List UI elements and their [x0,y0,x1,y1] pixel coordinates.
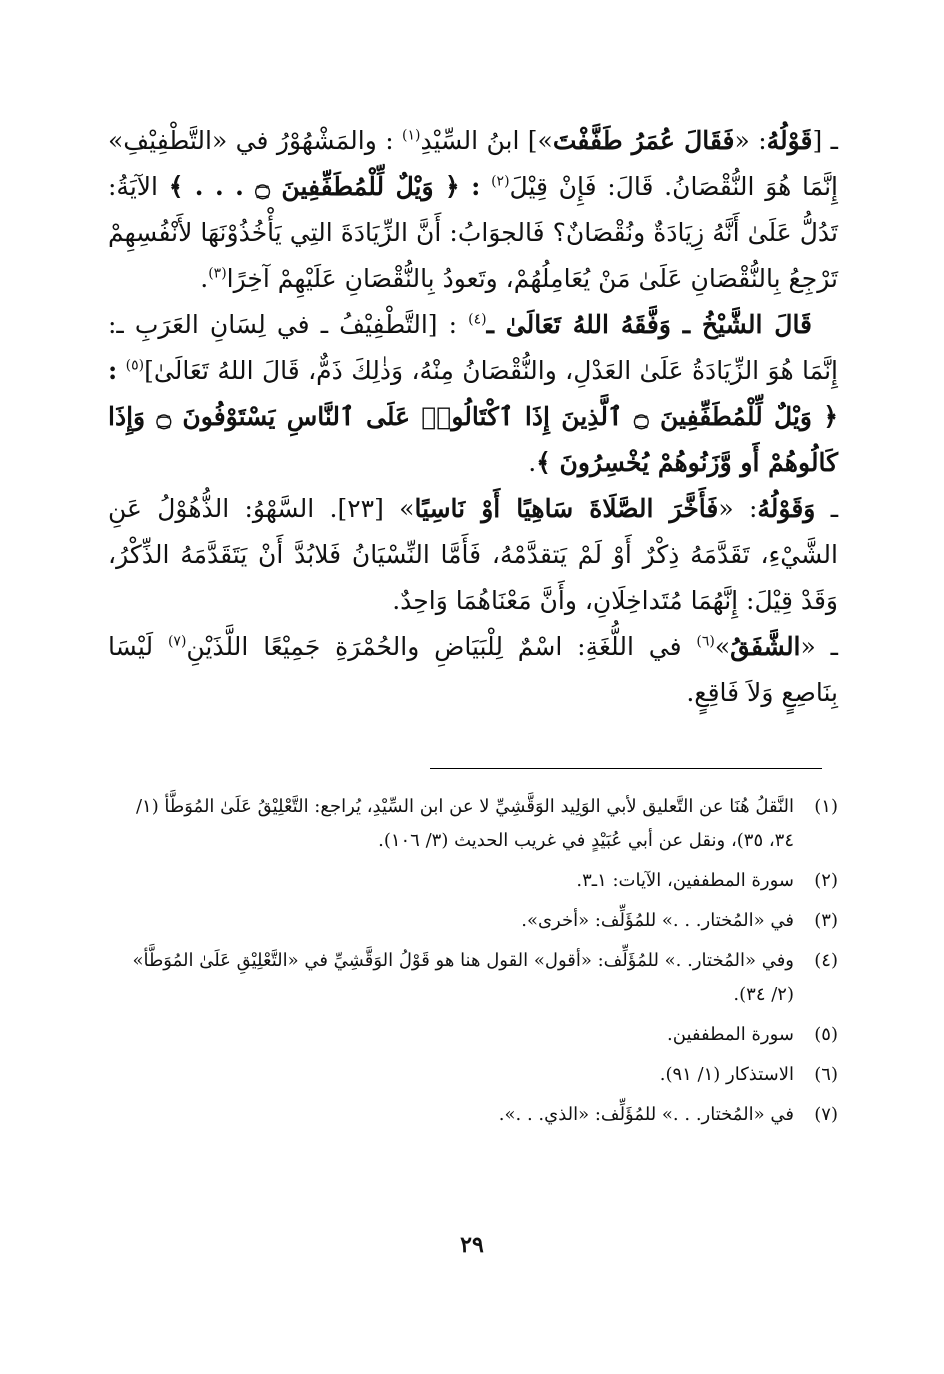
paragraph-1 [108,118,838,302]
keyword: وَقَوْلُهُ [757,494,816,523]
paragraph-3 [108,486,838,624]
footnote [108,904,838,938]
punct: . [200,264,209,293]
text-run: » [٢٣]. السَّهْوُ: الذُّهُوْلُ عَنِ الشَّيْءِ، تَقَدَّمَهُ ذِكْرٌ أَوْ لَمْ يَتقدَّمْهُ، فَأَمَّا النِّسْيَانُ فَلابُدَّ أَنْ يَتَقَدَّمَهُ الذِّكْرُ، وَقَدْ قِيْلَ: إِنَّهُمَا مُتَداخِلَانِ، وأَنَّ مَعْنَاهُمَا وَاحِدٌ. [108,494,838,615]
footnote [108,790,838,858]
quran-verse: : ﴿ وَيْلٌ لِّلْمُطَفِّفِينَ ۝ . . . ﴾ [168,172,481,201]
footnote-text: سورة المطففين، الآيات: ١ـ٣. [576,870,794,891]
page-number: ٢٩ [460,1232,484,1258]
footnote-separator [430,768,822,769]
keyword: الشَّفَقُ [730,632,801,661]
keyword: قَالَ الشَّيْخُ ـ وَفَّقَهُ اللهُ تَعَالَىٰ ـ [486,310,813,339]
footnotes [108,790,838,1138]
keyword: قَوْلُهُ [766,126,813,155]
footnote [108,1098,838,1132]
footnote [108,944,838,1012]
punct: . [528,448,537,477]
dash: ـ [ [812,126,839,155]
footnote-text: وفي «المُختار. .» للمُؤَلِّف: «أقول» القول هنا هو قَوْلُ الوَقَّشِيِّ في «التَّعْلِيْقِ عَلَىٰ المُوَطَّأ» (٢/ ٣٤). [132,950,794,1005]
quoted-hadith: فَقَالَ عُمَرُ طَفَّفْتَ [552,126,735,155]
footnote-ref[interactable]: (٧) [167,633,187,650]
paragraph-4 [108,624,838,716]
footnote-number: (٢) [814,870,838,891]
text-run: : والمَشْهُوْرُ في «التَّطْفِيْفِ» إِنَّمَا هُوَ النُّقْصَانُ. قَالَ: فَإِنْ قِيْلَ [108,126,838,201]
text-run: »] ابنُ السِّيْدِ [420,126,553,155]
footnote-number: (٥) [814,1024,838,1045]
footnote-ref[interactable]: (٥) [125,357,145,374]
footnote-number: (٣) [814,910,838,931]
footnote-text: في «المُختار. . .» للمُؤَلِّف: «أخرى». [521,910,794,931]
quoted-hadith: فَأَخَّرَ الصَّلَاةَ سَاهِيًا أَوْ نَاسِيًا [414,494,719,523]
punct: : « [734,126,767,155]
footnote-text: سورة المطففين. [667,1024,794,1045]
main-text [108,118,838,716]
footnote-ref[interactable]: (٣) [208,265,227,282]
footnote-ref[interactable]: (٢) [491,173,510,190]
footnote-ref[interactable]: (٦) [696,633,715,650]
footnote-number: (٦) [814,1064,838,1085]
dash: ـ [830,494,839,523]
footnote-number: (٤) [814,950,838,971]
text-run: في اللُّغَةِ: اسْمٌ لِلْبَيَاضِ والحُمْرَةِ جَمِيْعًا اللَّذَيْنِ [186,632,682,661]
quran-verse: : ﴿ وَيْلٌ لِّلْمُطَفِّفِينَ ۝ ٱلَّذِينَ إِذَا ٱكْتَالُوا۟ عَلَى ٱلنَّاسِ يَسْتَوْفُونَ ۝ وَإِذَا كَالُوهُمْ أَو وَّزَنُوهُمْ يُخْسِرُونَ ﴾ [108,356,838,477]
footnote-text: في «المُختار. . .» للمُؤَلِّف: «الذي. . .». [498,1104,794,1125]
text-run: : [التَّطْفِيْفُ ـ في لِسَانِ العَرَبِ ـ: إِنَّمَا هُوَ الزِّيَادَةُ عَلَىٰ العَدْلِ، والنُّقْصَانُ مِنْهُ، وَذٰلِكَ ذَمٌّ، قَالَ اللهُ تَعَالَىٰ] [108,310,838,385]
footnote-ref[interactable]: (٤) [468,311,487,328]
footnote-ref[interactable]: (١) [402,127,421,144]
footnote-number: (٧) [814,1104,838,1125]
punct: » [714,632,731,661]
dash: ـ « [800,632,838,661]
footnote [108,1018,838,1052]
text-run: الآيَةُ: تَدُلُّ عَلَىٰ أَنَّهُ زِيَادَةٌ ونُقْصَانٌ؟ فَالجوَابُ: أَنَّ الزِّيَادَةَ التِي يَأْخُذُوْنَهَا لأَنْفُسِهِمْ تَرْجِعُ بِالنُّقْصَانِ عَلَىٰ مَنْ يُعَامِلُهُمْ، وتَعودُ بِالنُّقْصَانِ عَلَيْهِمْ آخِرًا [108,172,838,293]
footnote-number: (١) [814,796,838,817]
footnote [108,1058,838,1092]
paragraph-2 [108,302,838,486]
footnote [108,864,838,898]
footnote-text: النَّقلُ هُنَا عن التَّعليق لأبي الوَلِيد الوَقَّشِيِّ لا عن ابن السِّيْدِ، يُراجع: التَّعْلِيْقُ عَلَىٰ المُوَطَّأ (١/ ٣٤، ٣٥)، ونقل عن أبي عُبَيْدٍ في غريب الحديث (٣/ ١٠٦). [135,796,794,851]
footnote-text: الاستذكار (١/ ٩١). [659,1064,794,1085]
text-run: لَيْسَا بِنَاصِعٍ وَلاَ فَاقِعٍ. [108,632,838,707]
punct: : « [718,494,758,523]
